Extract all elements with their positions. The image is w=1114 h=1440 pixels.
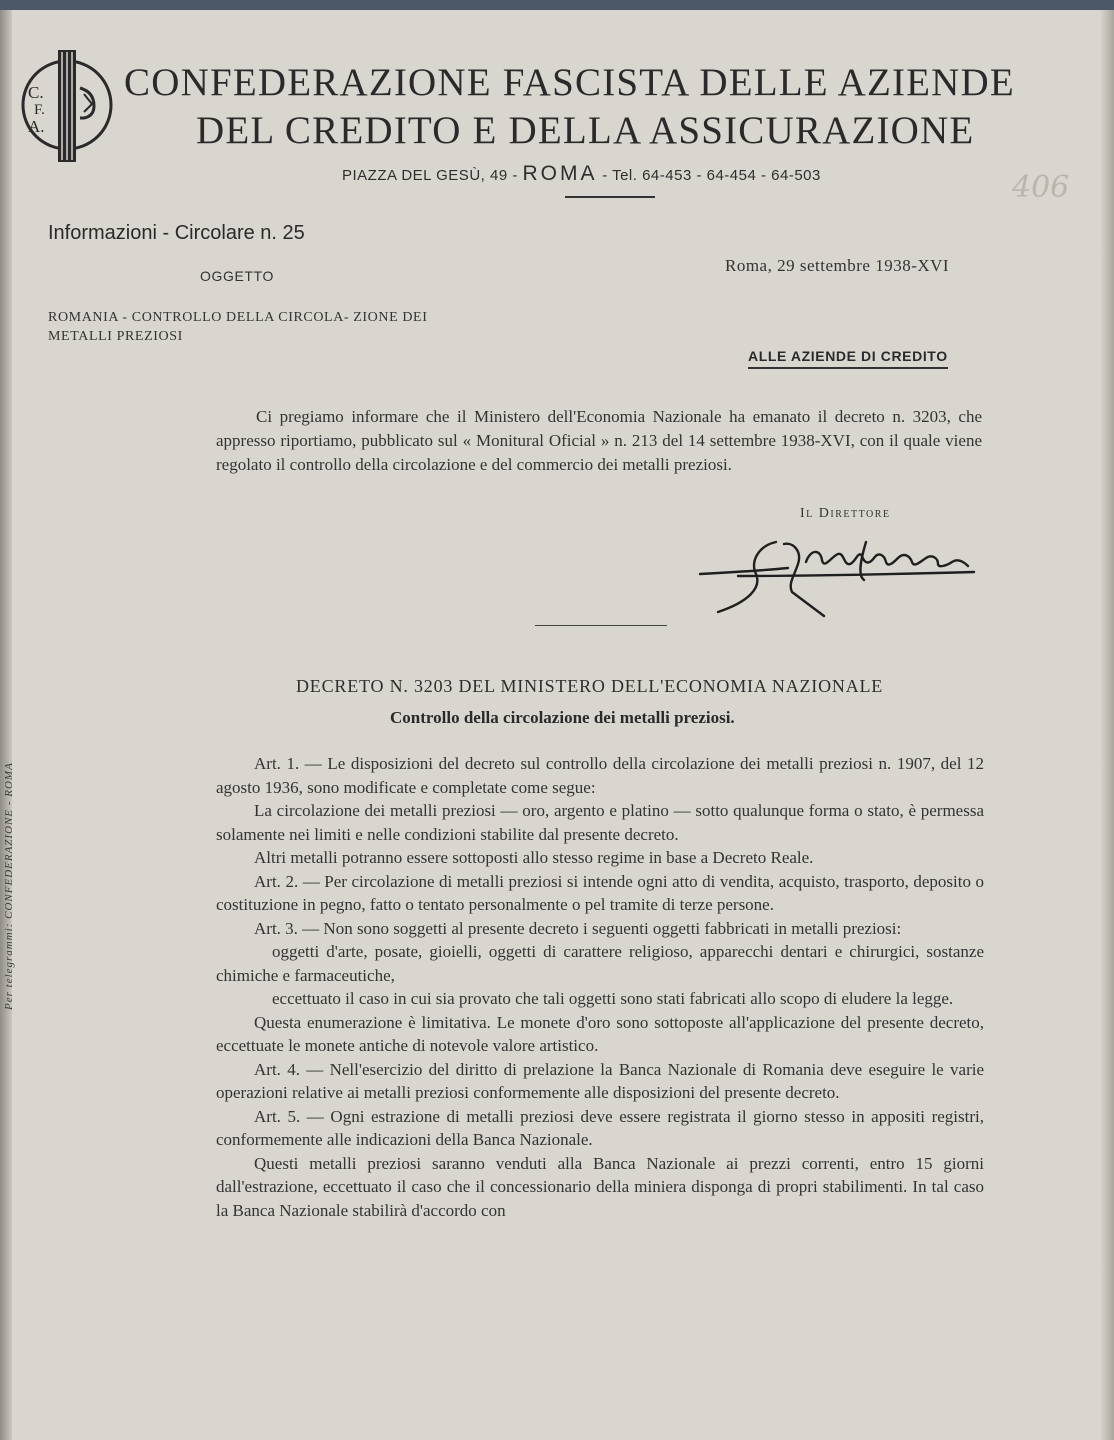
recipient: ALLE AZIENDE DI CREDITO [748,348,948,369]
address-underline [565,196,655,198]
org-address [342,162,821,186]
decree-paragraph: Art. 4. — Nell'esercizio del diritto di prelazione la Banca Nazionale di Romania deve eseguire le varie operazioni relative ai metalli preziosi conformemente alle disposizioni del presente decreto. [216,1059,984,1102]
decree-subtitle: Controllo della circolazione dei metalli preziosi. [390,708,735,727]
decree-title: DECRETO N. 3203 DEL MINISTERO DELL'ECONOMIA NAZIONALE [296,676,884,696]
page-right-edge [1100,10,1114,1440]
signatory-text: Il Direttore [800,506,891,521]
address-phones: - Tel. 64-453 - 64-454 - 64-503 [602,167,821,184]
decree-paragraph: oggetti d'arte, posate, gioielli, oggetti di carattere religioso, apparecchi dentari e chirurgici, sostanze chimiche e farmaceutiche, [216,942,984,985]
org-name-line-2: DEL CREDITO E DELLA ASSICURAZIONE [196,109,975,152]
intro-paragraph: Ci pregiamo informare che il Ministero dell'Economia Nazionale ha emanato il decreto n. 3203, che appresso riportiamo, pubblicato sul « Monitural Oficial » n. 213 del 14 settembre 1938-XVI, con il quale viene regolato il controllo della circolazione e del commercio dei metalli preziosi. [216,407,982,474]
svg-text:C.: C. [28,83,44,102]
subject-label: OGGETTO [200,268,274,284]
decree-paragraph: La circolazione dei metalli preziosi — oro, argento e platino — sotto qualunque forma o stato, è permessa solamente nei limiti e nelle condizioni stabilite dal presente decreto. [216,801,984,844]
spine-text: Per telegrammi: CONFEDERAZIONE - ROMA [3,762,15,1010]
section-divider [535,625,667,626]
decree-paragraph: Art. 2. — Per circolazione di metalli preziosi si intende ogni atto di vendita, acquisto, trasporto, deposito o costituzione in pegno, fatto o tentato personalmente o pel tramite di terze persone. [216,871,984,914]
signatory-title [800,506,891,522]
archive-number: 406 [1012,170,1070,205]
decree-paragraph: Art. 5. — Ogni estrazione di metalli preziosi deve essere registrata il giorno stesso in appositi registri, conformemente alle indicazioni della Banca Nazionale. [216,1106,984,1149]
signature [698,532,978,620]
address-city: ROMA [522,162,598,185]
scan-top-border [0,0,1114,10]
letter-date: Roma, 29 settembre 1938-XVI [725,256,950,275]
confederation-logo-icon [20,46,114,164]
page-left-edge [0,10,12,1440]
circular-number: Informazioni - Circolare n. 25 [48,222,305,244]
svg-text:F.: F. [34,102,45,118]
decree-body [216,752,984,1222]
decree-paragraph: Art. 3. — Non sono soggetti al presente decreto i seguenti oggetti fabbricati in metalli preziosi: [254,918,902,938]
decree-paragraph: Questa enumerazione è limitativa. Le monete d'oro sono sottoposte all'applicazione del presente decreto, eccettuate le monete antiche di notevole valore artistico. [216,1012,984,1055]
svg-text:A.: A. [28,117,45,136]
decree-paragraph: Questi metalli preziosi saranno venduti alla Banca Nazionale ai prezzi correnti, entro 15 giorni dall'estrazione, eccettuato il caso che il concessionario della miniera disponga di propri stabilimenti. In tal caso la Banca Nazionale stabilirà d'accordo con [216,1153,984,1220]
decree-paragraph: Altri metalli potranno essere sottoposti allo stesso regime in base a Decreto Reale. [254,848,814,867]
decree-paragraph: eccettuato il caso in cui sia provato che tali oggetti sono stati fabricati allo scopo di eludere la legge. [272,989,954,1008]
address-street: PIAZZA DEL GESÙ, 49 - [342,167,518,184]
org-name-line-1: CONFEDERAZIONE FASCISTA DELLE AZIENDE [124,61,1015,104]
subject-text: ROMANIA - CONTROLLO DELLA CIRCOLA- ZIONE DEI METALLI PREZIOSI [48,310,428,344]
decree-paragraph: Art. 1. — Le disposizioni del decreto sul controllo della circolazione dei metalli preziosi n. 1907, del 12 agosto 1936, sono modificate e completate come segue: [216,754,984,797]
